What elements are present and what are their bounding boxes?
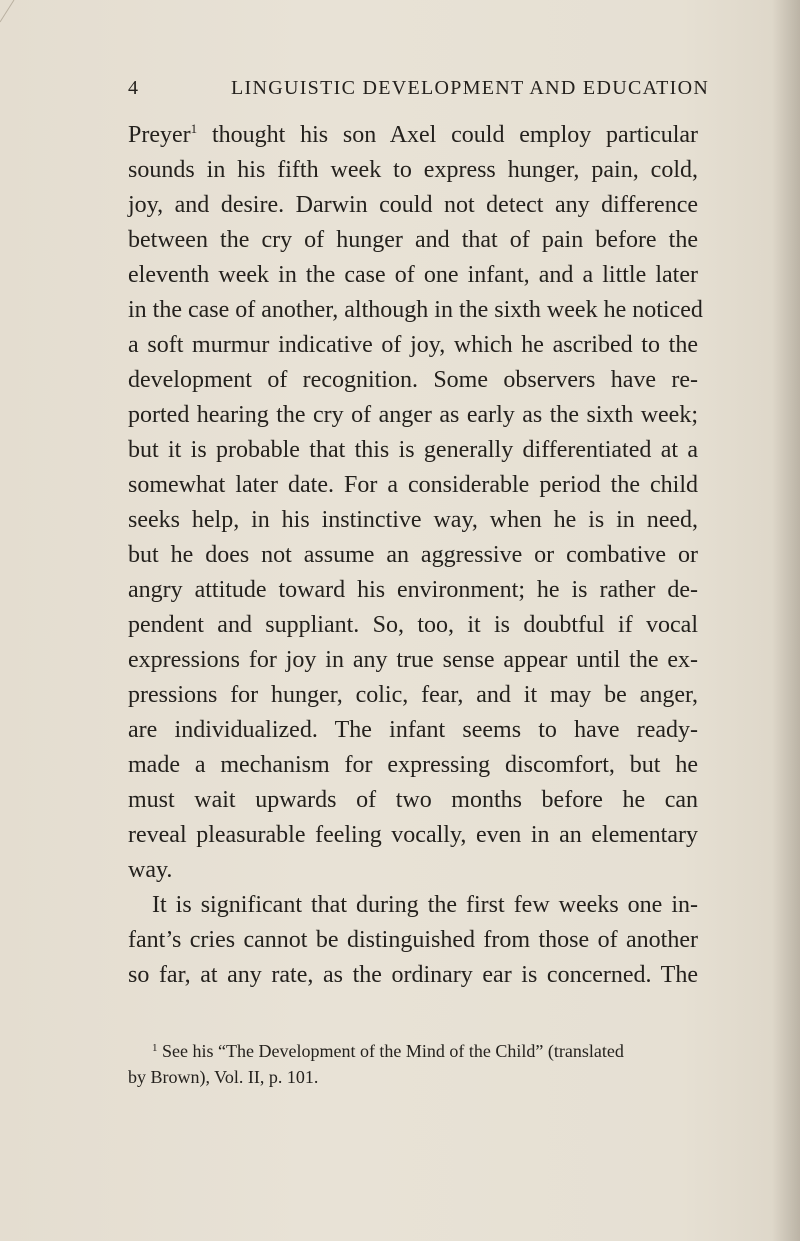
footnote-number: 1 — [152, 1042, 158, 1054]
text-line: pendent and suppliant. So, too, it is doubtful if vocal — [128, 612, 698, 638]
text-line: pressions for hunger, colic, fear, and it may be anger, — [128, 682, 698, 708]
text-line: but it is probable that this is generally differentiated at a — [128, 437, 698, 463]
body-text — [128, 118, 703, 993]
footnote-line: by Brown), Vol. II, p. 101. — [128, 1067, 319, 1087]
footnote — [128, 1038, 698, 1090]
text-line — [128, 118, 698, 153]
page-number: 4 — [128, 77, 140, 99]
text-line: a soft murmur indicative of joy, which he ascribed to the — [128, 332, 698, 358]
footnote-marker: 1 — [190, 121, 198, 136]
text-line: between the cry of hunger and that of pain before the — [128, 227, 698, 253]
text-line: expressions for joy in any true sense appear until the ex- — [128, 647, 698, 673]
text-line: joy, and desire. Darwin could not detect any difference — [128, 192, 698, 218]
text-line: ported hearing the cry of anger as early as the sixth week; — [128, 402, 698, 428]
text-line: must wait upwards of two months before he can — [128, 787, 698, 813]
text-line: angry attitude toward his environment; he is rather de- — [128, 577, 698, 603]
page-header — [128, 77, 710, 103]
text-line: somewhat later date. For a considerable period the child — [128, 472, 698, 498]
text-line: way. — [128, 857, 173, 883]
text-line: fant’s cries cannot be distinguished from those of another — [128, 927, 698, 953]
page-corner-mark — [0, 0, 40, 30]
footnote-line — [128, 1038, 698, 1064]
text-line: so far, at any rate, as the ordinary ear is concerned. The — [128, 962, 698, 988]
footnote-text: See his “The Development of the Mind of the Child” (translated — [157, 1041, 624, 1061]
text-run: thought his son Axel could employ particular — [197, 122, 698, 148]
text-line: are individualized. The infant seems to have ready- — [128, 717, 698, 743]
text-line: eleventh week in the case of one infant, and a little later — [128, 262, 698, 288]
text-line: reveal pleasurable feeling vocally, even in an elementary — [128, 822, 698, 848]
text-line: sounds in his fifth week to express hunger, pain, cold, — [128, 157, 698, 183]
text-line: in the case of another, although in the sixth week he noticed — [128, 297, 703, 323]
page-edge-shadow — [772, 0, 800, 1241]
running-head: LINGUISTIC DEVELOPMENT AND EDUCATION — [231, 77, 710, 99]
text-run: Preyer — [128, 122, 191, 148]
text-line: but he does not assume an aggressive or combative or — [128, 542, 698, 568]
text-line: It is significant that during the first few weeks one in- — [152, 892, 698, 918]
text-line: development of recognition. Some observers have re- — [128, 367, 698, 393]
text-line: made a mechanism for expressing discomfort, but he — [128, 752, 698, 778]
text-line: seeks help, in his instinctive way, when he is in need, — [128, 507, 698, 533]
